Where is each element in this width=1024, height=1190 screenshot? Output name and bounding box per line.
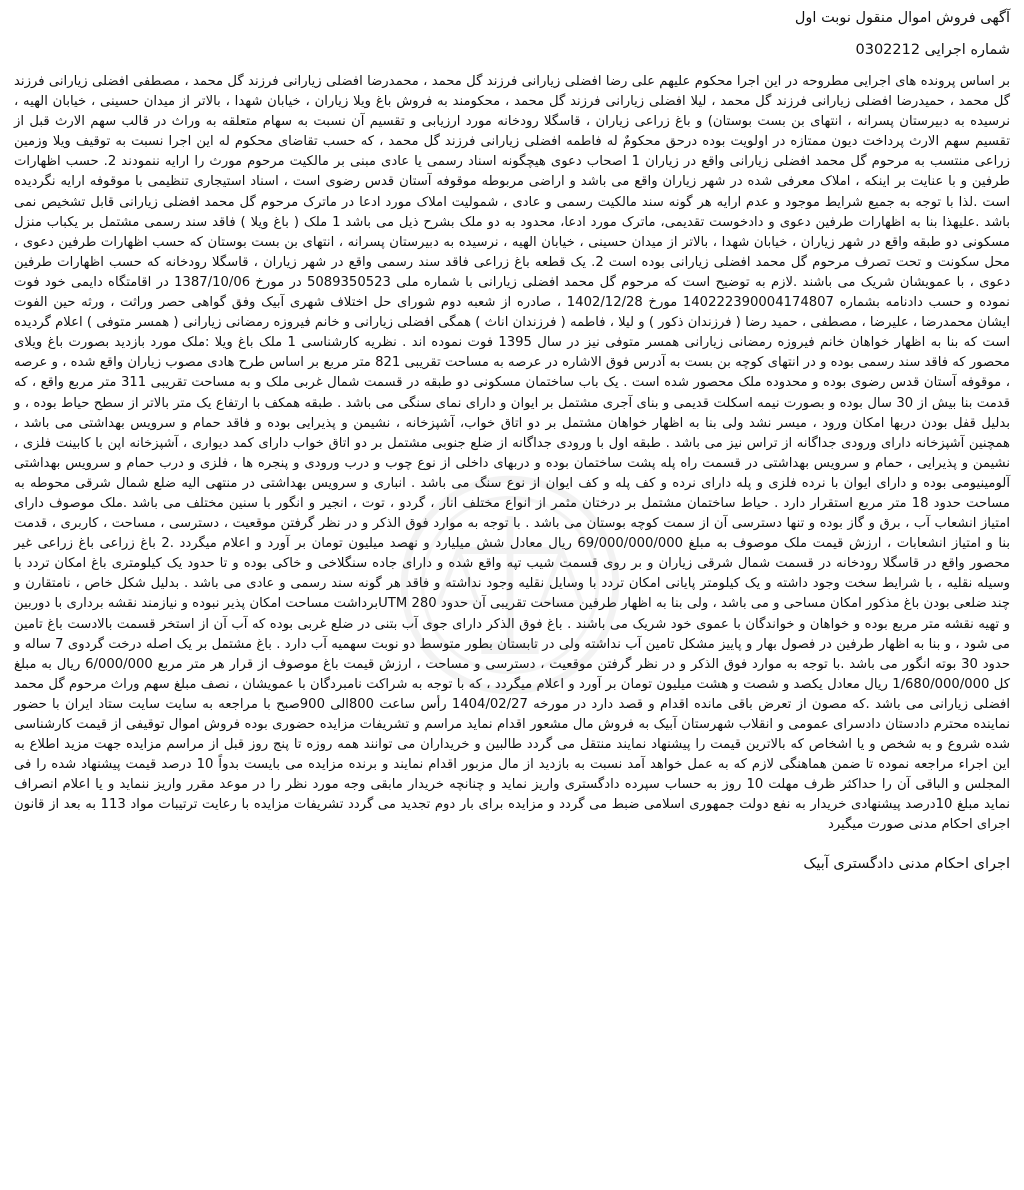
issuer-signature: اجرای احکام مدنی دادگستری آبیک: [803, 855, 1010, 872]
notice-title: آگهی فروش اموال منقول نوبت اول: [794, 10, 1010, 26]
case-number: شماره اجرایی 0302212: [855, 42, 1010, 58]
notice-body: بر اساس پرونده های اجرایی مطروحه در این اجرا محکوم علیهم علی رضا افضلی زیارانی فرزند گل محمد ، محمدرضا افضلی زیارانی فرزند گل محمد ، مصطفی افضلی زیارانی فرزند گل محمد ، حمیدرضا افضلی زیارانی فرزند گل محمد ، لیلا افضلی زیارانی فرزند گل محمد ، محکومند به فروش باغ ویلا زیاران ، خیابان شهدا ، بالاتر از میدان حسینی ، خیابان الهیه ، نرسیده به دبیرستان پسرانه ، انتهای بن بست بوستان) و باغ زراعی زیاران ، قاسگلا رودخانه مورد ارزیابی و تقسیم آن نسبت به سهام متعلقه به وراث در قالب سهم الارث قبل از تقسیم سهم الارث پرداخت دیون ممتازه در اولویت بوده درحق محکومٌ له فاطمه افضلی زیارانی فرزند گل محمد ، که حسب تقاضای محکوم له این اجرا نسبت به توقیف ویلا وزمین زراعی منتسب به مرحوم گل محمد افضلی زیارانی واقع در زیاران 1 اصحاب دعوی هیچگونه اسناد رسمی یا عادی مبنی بر مالکیت مرحوم مورث را ارایه ننمودند 2. حسب اظهارات طرفین و با عنایت بر اینکه ، املاک معرفی شده در شهر زیاران واقع می باشد و اراضی مربوطه موقوفه آستان قدس رضوی است ، اسناد استیجاری تنظیمی با موقوفه ارایه نگردیده است .لذا با توجه به جمیع شرایط موجود و عدم ارایه هر گونه سند مالکیت رسمی و عادی ، شمولیت املاک مورد ادعا در ماترک مرحوم گل محمد افضلی زیارانی قابل تشخیص نمی باشد .علیهذا بنا به اظهارات طرفین دعوی و دادخوست تقدیمی، ماترک مورد ادعا، محدود به دو ملک بشرح ذیل می باشد 1 ملک ( باغ ویلا ) فاقد سند رسمی مشتمل بر یکباب منزل مسکونی دو طبقه واقع در شهر زیاران ، خیابان شهدا ، بالاتر از میدان حسینی ، خیابان الهیه ، نرسیده به دبیرستان پسرانه ، انتهای بن بست بوستان که حسب اظهارات طرفین دعوی ، محل سکونت و تحت تصرف مرحوم گل محمد افضلی زیارانی بوده است 2. یک قطعه باغ زراعی فاقد سند رسمی واقع در شهر زیاران ، قاسگلا رودخانه که حسب اظهارات طرفین دعوی ، با عمویشان شریک می باشند .لازم به توضیح است که مرحوم گل محمد افضلی زیارانی با شماره ملی 5089350523 در مورخ 1387/10/06 در اقامتگاه دایمی خود فوت نموده و حسب دادنامه بشماره 140222390004174807 مورخ 1402/12/28 ، صادره از شعبه دوم شورای حل اختلاف شهری آبیک وفق گواهی حصر وراثت ، ورثه حین الفوت ایشان محمدرضا ، علیرضا ، مصطفی ، حمید رضا ( فرزندان ذکور ) و لیلا ، فاطمه ( فرزندان اناث ) همگی افضلی زیارانی و خانم فیروزه رمضانی زیارانی ( همسر متوفی ) اعلام گردیده است که بنا به اظهار خواهان خانم فیروزه رمضانی زیارانی همسر متوفی نیز در سال 1395 فوت نموده اند . نظریه کارشناسی 1 ملک باغ ویلا :ملک مورد بازدید بصورت باغ ویلای محصور که فاقد سند رسمی بوده و در انتهای کوچه بن بست به آدرس فوق الاشاره در عرصه به مساحت تقریبی 821 متر مربع بر اساس طرح هادی مصوب زیاران واقع شده ، و عرصه ، موقوفه آستان قدس رضوی بوده و محدوده ملک محصور شده است . یک باب ساختمان مسکونی دو طبقه در قسمت شمال غربی ملک و به مساحت تقریبی 311 متر مربع واقع ، که قدمت بنا بیش از 30 سال بوده و بصورت نیمه اسکلت قدیمی و بنای آجری مشتمل بر ایوان و دارای نمای سنگی می باشد . طبقه همکف با ارتفاع یک متر بالاتر از سطح حیاط بوده ، و بدلیل قفل بودن دربها امکان ورود ، میسر نشد ولی بنا به اظهار خواهان مشتمل بر دو اتاق خواب، آشپزخانه ، نشیمن و پذیرایی بوده و فاقد حمام و سرویس بهداشتی می باشد ، همچنین آشپزخانه دارای ورودی جداگانه از تراس نیز می باشد . طبقه اول با ورودی جداگانه از ضلع جنوبی مشتمل بر دو اتاق خواب دارای کمد دیواری ، آشپزخانه اپن با کابینت فلزی ، نشیمن و پذیرایی ، حمام و سرویس بهداشتی در قسمت راه پله پشت ساختمان بوده و دربهای داخلی از نوع چوب و درب ورودی و پنجره ها ، فلزی و درب حمام و سرویس بهداشتی آلومینیومی بوده و دارای ایوان با نرده فلزی و پله دارای نرده و کف پله و کف ایوان از نوع سنگ می باشد . انباری و سرویس بهداشتی در منتهی الیه ضلع شمال شرقی محوطه به مساحت حدود 18 متر مربع استقرار دارد . حیاط ساختمان مشتمل بر درختان مثمر از انواع مختلف انار ، گردو ، توت ، انجیر و انگور با سنین مختلف می باشد .ملک موصوف دارای امتیاز انشعاب آب ، برق و گاز بوده و تنها دسترسی آن از سمت کوچه بوستان می باشد . با توجه به موارد فوق الذکر و در نظر گرفتن موقعیت ، دسترسی ، مساحت ، کاربری ، قدمت بنا و امتیاز انشعابات ، ارزش قیمت ملک موصوف به مبلغ 69/000/000/000 ریال معادل شش میلیارد و نهصد میلیون تومان بر آورد و اعلام میگردد .2 باغ زراعی باغ زراعی غیر محصور واقع در قاسگلا رودخانه در قسمت شمال شرقی زیاران و بر روی قسمت شیب تپه واقع شده و دارای جاده سنگلاخی و خاکی بوده و تا حدود یک کیلومتری باغ امکان تردد با وسیله نقلیه ، با شرایط سخت وجود داشته و یک کیلومتر پایانی امکان تردد با وسایل نقلیه وجود نداشته و فاقد هر گونه سند رسمی و عادی می باشد . بدلیل شکل خاص ، نامتقارن و چند ضلعی بودن باغ مذکور امکان مساحی و می باشد ، ولی بنا به اظهار طرفین مساحت تقریبی آن حدود 280 UTMبرداشت مساحت امکان پذیر نبوده و نیازمند نقشه برداری با دوربین و تهیه نقشه متر مربع بوده و خواهان و خواندگان با عموی خود شریک می باشند . باغ فوق الذکر دارای جوی آب بتنی در ضلع غربی بوده که آب آن از استخر قسمت بالادست باغ تامین می شود ، و بنا به اظهار طرفین در فصول بهار و پاییز مشکل تامین آب نداشته ولی در تابستان بطور متوسط دو نوبت سهمیه آب دارد . باغ مشتمل بر یک اصله درخت گردوی 7 ساله و حدود 30 بوته انگور می باشد .با توجه به موارد فوق الذکر و در نظر گرفتن موقعیت ، دسترسی و مساحت ، ارزش قیمت باغ موصوف از قرار هر متر مربع 6/000/000 ریال به مبلغ کل 1/680/000/000 ریال معادل یکصد و شصت و هشت میلیون تومان بر آورد و اعلام میگردد ، که با توجه به شراکت نامبردگان با عمویشان ، نصف مبلغ سهم وراث مرحوم گل محمد افضلی زیارانی می باشد .که مصون از تعرض باقی مانده اقدام و قصد دارد در مورخه 1404/02/27 رأس ساعت 800الی 900صبح با مراجعه به سایت سایت ستاد ایران با حضور نماینده محترم دادستان دادسرای عمومی و انقلاب شهرستان آبیک به فروش مال مشعور اقدام نماید مراسم و تشریفات مزایده حضوری بوده فروش اموال توقیفی از قیمت کارشناسی شده شروع و به شخص و یا اشخاص که بالاترین قیمت را پیشنهاد نمایند منتقل می گردد طالبین و خریداران می توانند همه روزه تا پنج روز قبل از مراسم مزایده جهت مزید اطلاع به این اجراء مراجعه نموده تا ضمن هماهنگی لازم که به عمل خواهد آمد نسبت به بازدید از مال مزبور اقدام نمایند و برنده مزایده می بایست بدواً 10 درصد قیمت پیشنهاد شده را فی المجلس و الباقی آن را حداکثر ظرف مهلت 10 روز به حساب سپرده دادگستری واریز نماید و چنانچه خریدار مابقی وجه مورد نظر را در موعد مقرر واریز ننماید و یا اعلام انصراف نماید مبلغ 10درصد پیشنهادی خریدار به نفع دولت جمهوری اسلامی ضبط می گردد و مزایده برای بار دوم تجدید می گردد تشریفات مزایده با رعایت ترتیبات مواد 113 به بعد از قانون اجرای احکام مدنی صورت میگیرد: [14, 74, 1011, 833]
